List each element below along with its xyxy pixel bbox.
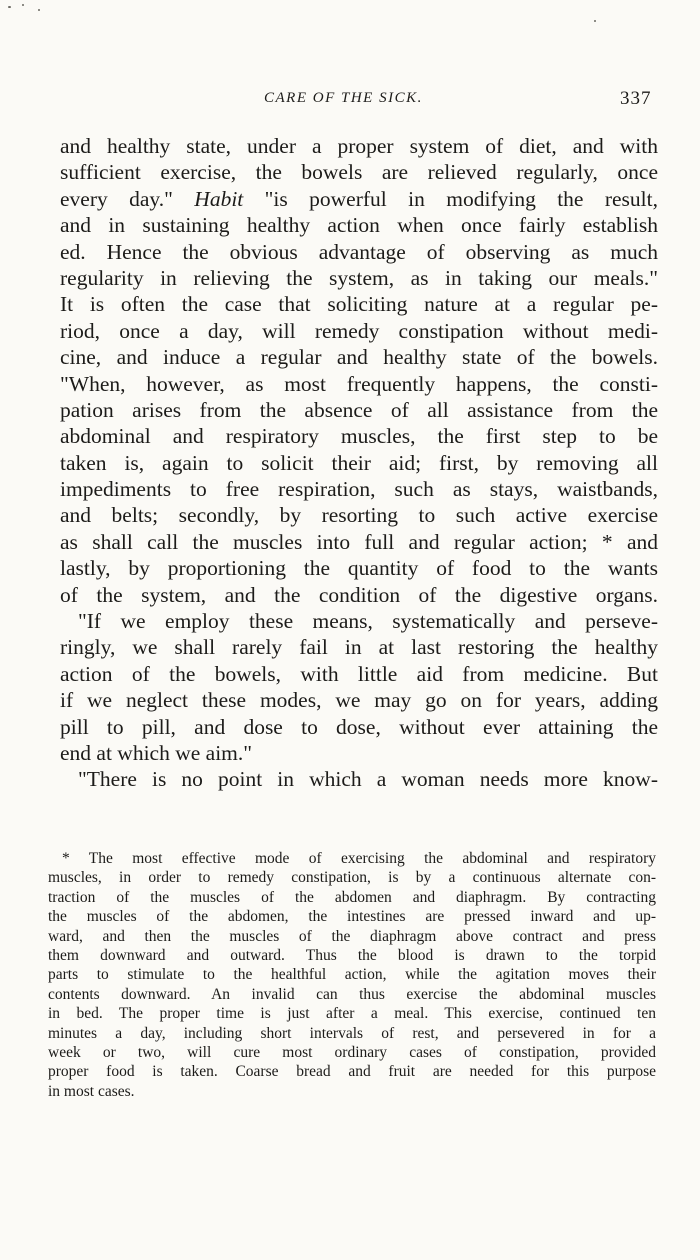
body-line: "If we employ these means, systematically and perseve- <box>78 609 658 634</box>
body-line: impediments to free respiration, such as stays, waistbands, <box>60 477 658 502</box>
body-line: riod, once a day, will remedy constipation without medi- <box>60 318 658 343</box>
running-head: CARE OF THE SICK. <box>264 90 423 106</box>
body-line: pill to pill, and dose to dose, without ever attaining the <box>60 714 658 739</box>
print-speck <box>22 4 24 6</box>
body-line: of the system, and the condition of the digestive organs. <box>60 582 658 607</box>
footnote-line: proper food is taken. Coarse bread and fruit are needed for this purpose <box>48 1063 656 1081</box>
footnote-line: traction of the muscles of the abdomen and diaphragm. By contracting <box>48 888 656 906</box>
footnote-line: the muscles of the abdomen, the intestines are pressed inward and up- <box>48 908 656 926</box>
footnote-line: contents downward. An invalid can thus exercise the abdominal muscles <box>48 985 656 1003</box>
footnote-line: minutes a day, including short intervals of rest, and persevered in for a <box>48 1024 656 1042</box>
body-line: and healthy state, under a proper system of diet, and with <box>60 134 658 158</box>
print-speck <box>38 9 40 11</box>
body-line: end at which we aim." <box>60 740 253 765</box>
body-line: "There is no point in which a woman needs more know- <box>78 767 658 792</box>
body-line: "When, however, as most frequently happens, the consti- <box>60 371 658 396</box>
body-line: lastly, by proportioning the quantity of food to the wants <box>60 556 658 581</box>
body-line: taken is, again to solicit their aid; first, by removing all <box>60 450 658 475</box>
body-line: regularity in relieving the system, as in taking our meals." <box>60 265 658 290</box>
body-line: ringly, we shall rarely fail in at last restoring the healthy <box>60 635 658 660</box>
page-header <box>0 88 700 116</box>
body-line: It is often the case that soliciting nature at a regular pe- <box>60 292 658 317</box>
body-line: ed. Hence the obvious advantage of observing as much <box>60 239 658 264</box>
body-line: pation arises from the absence of all assistance from the <box>60 397 658 422</box>
footnote-line: them downward and outward. Thus the blood is drawn to the torpid <box>48 946 656 964</box>
footnote-line: in bed. The proper time is just after a meal. This exercise, continued ten <box>48 1005 656 1023</box>
print-speck <box>594 20 596 22</box>
body-line: abdominal and respiratory muscles, the first step to be <box>60 424 658 449</box>
footnote-line: week or two, will cure most ordinary cases of constipation, provided <box>48 1043 656 1061</box>
footnote-line: ward, and then the muscles of the diaphragm above contract and press <box>48 927 656 945</box>
footnote-line: parts to stimulate to the healthful action, while the agitation moves their <box>48 966 656 984</box>
body-line: if we neglect these modes, we may go on for years, adding <box>60 688 658 713</box>
body-line: as shall call the muscles into full and regular action; * and <box>60 529 658 554</box>
body-line: cine, and induce a regular and healthy state of the bowels. <box>60 345 658 370</box>
footnote-line: * The most effective mode of exercising the abdominal and respiratory <box>62 850 656 867</box>
body-line: sufficient exercise, the bowels are relieved regularly, once <box>60 160 658 185</box>
body-line: every day." Habit "is powerful in modifying the result, <box>60 186 658 211</box>
body-line: and in sustaining healthy action when once fairly establish <box>60 213 658 238</box>
body-line: action of the bowels, with little aid from medicine. But <box>60 661 658 686</box>
page-number: 337 <box>620 88 652 109</box>
print-speck <box>8 6 11 8</box>
italic-word: Habit <box>194 186 244 211</box>
body-line: and belts; secondly, by resorting to such active exercise <box>60 503 658 528</box>
body-text <box>60 133 658 793</box>
footnote-line: muscles, in order to remedy constipation, is by a continuous alternate con- <box>48 869 656 887</box>
footnote-line: in most cases. <box>48 1082 135 1100</box>
footnote <box>48 849 656 1101</box>
